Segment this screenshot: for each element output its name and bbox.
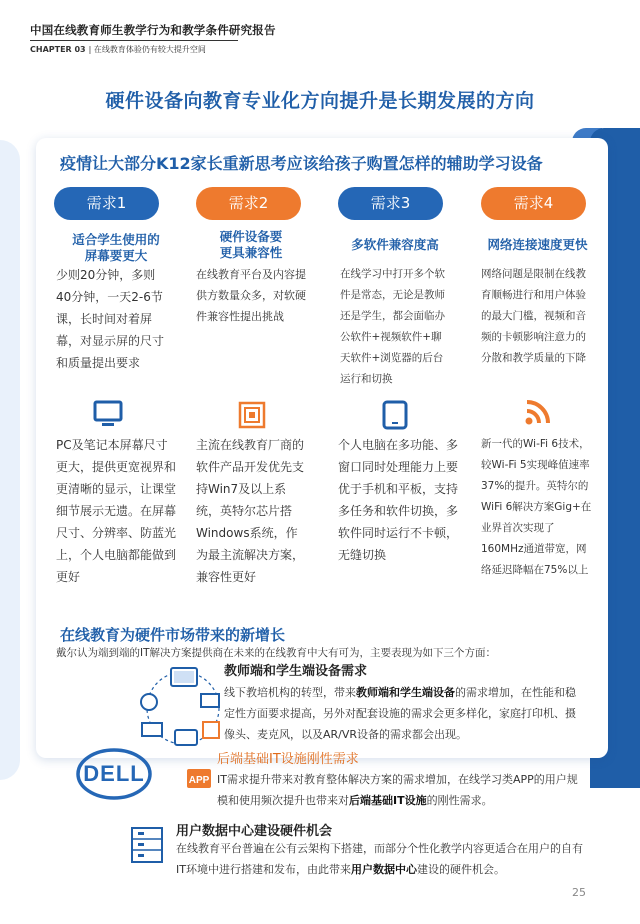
need-3-desc: 在线学习中打开多个软件是常态，无论是教师还是学生，都会面临办公软件+视频软件+聊天软件+浏览器的后台运行和切换: [340, 268, 445, 385]
need-2-desc: 在线教育平台及内容提供方数量众多，对软硬件兼容性提出挑战: [196, 268, 306, 323]
section-title: 在线教育为硬件市场带来的新增长: [60, 626, 286, 644]
dell-logo: [76, 748, 152, 800]
item-3-title: 用户数据中心建设硬件机会: [176, 824, 333, 839]
need-1-pill: 需求1: [54, 187, 159, 220]
need-3-subhead: 多软件兼容度高: [351, 237, 439, 252]
need-2-detail: 主流在线教育厂商的软件产品开发优先支持Win7及以上系统，英特尔芯片搭Windows系统，作为最主流解决方案，兼容性更好: [196, 438, 305, 584]
page-headline: 硬件设备向教育专业化方向提升是长期发展的方向: [105, 90, 535, 112]
wifi-icon: [524, 398, 554, 430]
dell-logo-text: DELL: [83, 761, 145, 786]
tablet-icon: [382, 400, 408, 434]
decor-left-panel: [0, 140, 20, 780]
need-2-pill: 需求2: [196, 187, 301, 220]
need-4-desc: 网络问题是限制在线教育顺畅进行和用户体验的最大门槛，视频和音频的卡顿影响注意力的分散和教学质量的下降: [481, 268, 586, 364]
report-title: 中国在线教育师生教学行为和教学条件研究报告: [30, 23, 276, 37]
header-divider: [30, 40, 238, 41]
svg-text:APP: APP: [188, 775, 210, 786]
need-4-subhead: 网络连接速度更快: [487, 237, 588, 252]
item-1-text: 线下教培机构的转型，带来教师端和学生端设备的需求增加，在性能和稳定性方面要求提高，另外对配套设施的需求会更多样化，家庭打印机、摄像头、麦克风，以及AR/VR设备的需求都会出现。: [224, 686, 576, 741]
page-number: 25: [572, 886, 586, 899]
need-1-subhead: 适合学生使用的 屏幕要更大: [72, 232, 160, 263]
need-3-detail: 个人电脑在多功能、多窗口同时处理能力上要优于手机和平板，支持多任务和软件切换，多软件同时运行不卡顿，无缝切换: [338, 438, 459, 562]
monitor-icon: [93, 400, 123, 432]
need-1-desc: 少则20分钟，多则40分钟，一天2-6节课，长时间对着屏幕，对显示屏的尺寸和质量提出要求: [56, 268, 165, 370]
item-1-title: 教师端和学生端设备需求: [224, 664, 368, 679]
need-3-pill: 需求3: [338, 187, 443, 220]
card-title: 疫情让大部分K12家长重新思考应该给孩子购置怎样的辅助学习设备: [60, 154, 543, 173]
section-intro: 戴尔认为端到端的IT解决方案提供商在未来的在线教育中大有可为，主要表现为如下三个方面：: [56, 647, 497, 659]
chapter-number: CHAPTER 03: [30, 45, 86, 54]
need-2-subhead: 硬件设备要 更具兼容性: [219, 229, 283, 260]
item-2-title: 后端基础IT设施刚性需求: [217, 752, 359, 767]
chapter-desc: 在线教育体验仍有较大提升空间: [93, 45, 206, 54]
app-icon: [186, 766, 212, 794]
need-4-detail: 新一代的Wi-Fi 6技术，较Wi-Fi 5实现峰值速率37%的提升。英特尔的WiFi 6解决方案Gig+在业界首次实现了160MHz通道带宽，网络延迟降幅在75%以上: [481, 438, 592, 576]
devices-cluster-icon: [140, 664, 222, 754]
item-3-text: 在线教育平台普遍在公有云架构下搭建，而部分个性化教学内容更适合在用户的自有IT环境中进行搭建和发布，由此带来用户数据中心建设的硬件机会。: [176, 842, 583, 876]
item-2-text: IT需求提升带来对教育整体解决方案的需求增加，在线学习类APP的用户规模和使用频次提升也带来对后端基础IT设施的刚性需求。: [217, 773, 578, 807]
server-icon: [130, 826, 164, 868]
chapter-line: CHAPTER 03 | 在线教育体验仍有较大提升空间: [30, 45, 206, 54]
chip-icon: [237, 400, 267, 434]
need-4-pill: 需求4: [481, 187, 586, 220]
need-1-detail: PC及笔记本屏幕尺寸更大，提供更宽视界和更清晰的显示，让课堂细节展示无遗。在屏幕尺寸、分辨率、防蓝光上，个人电脑都能做到更好: [56, 438, 177, 584]
